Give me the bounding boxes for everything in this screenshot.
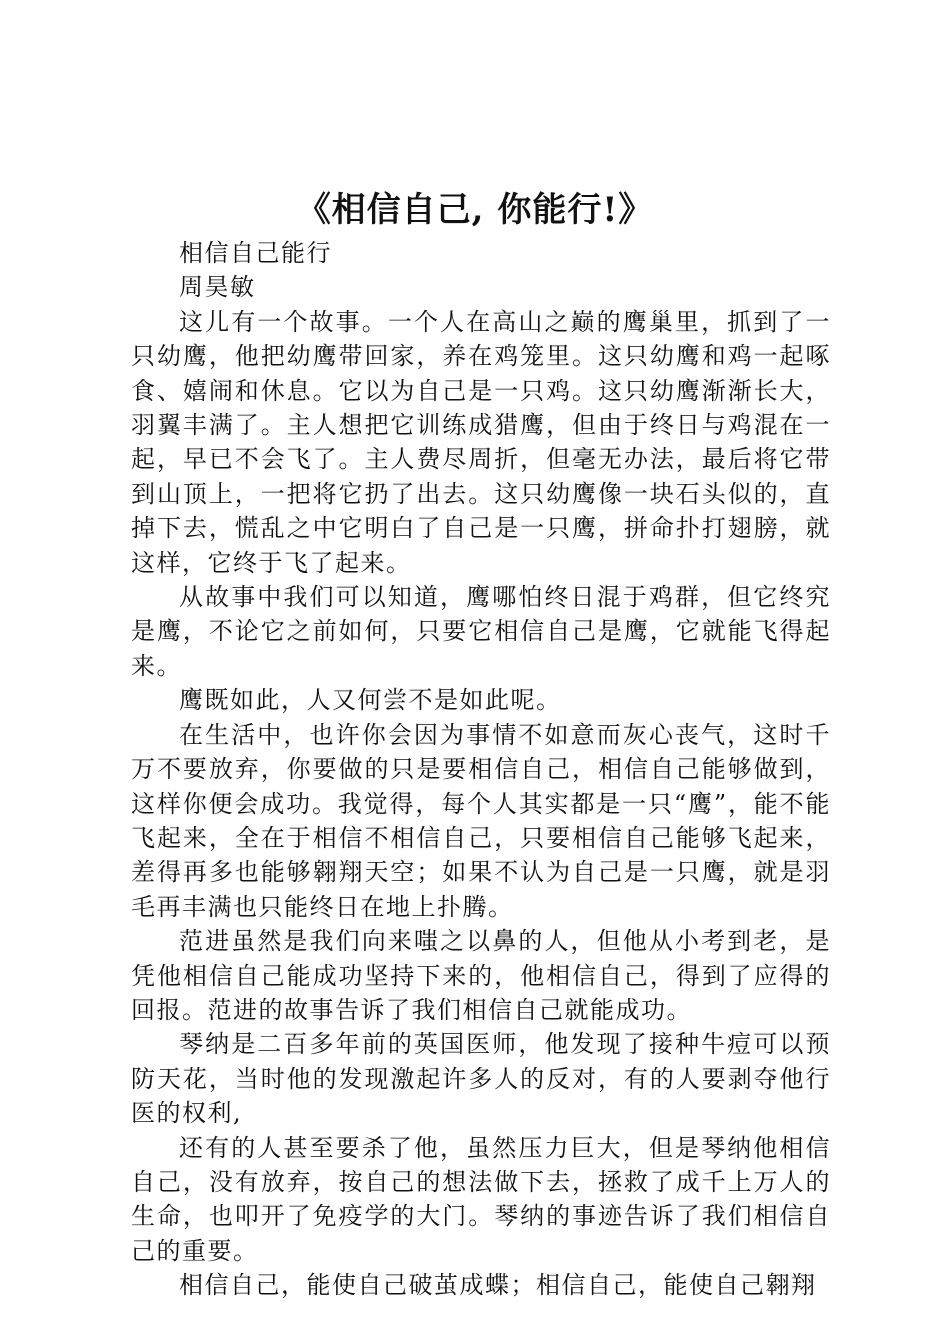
- paragraph: 从故事中我们可以知道，鹰哪怕终日混于鸡群，但它终究是鹰，不论它之前如何，只要它相信自己是鹰，它就能飞得起来。: [131, 583, 831, 680]
- essay-subtitle: 相信自己能行: [179, 239, 332, 267]
- paragraph: 相信自己，能使自己破茧成蝶；相信自己，能使自己翱翔: [179, 1271, 817, 1300]
- document-body: [131, 236, 831, 1303]
- author-name: 周昊敏: [179, 273, 256, 302]
- paragraph: 鹰既如此，人又何尝不是如此呢。: [179, 686, 562, 715]
- paragraph: 这儿有一个故事。一个人在高山之巅的鹰巢里，抓到了一只幼鹰，他把幼鹰带回家，养在鸡笼里。这只幼鹰和鸡一起啄食、嬉闹和休息。它以为自己是一只鸡。这只幼鹰渐渐长大，羽翼丰满了。主人想把它训练成猎鹰，但由于终日与鸡混在一起，早已不会飞了。主人费尽周折，但毫无办法，最后将它带到山顶上，一把将它扔了出去。这只幼鹰像一块石头似的，直掉下去，慌乱之中它明白了自己是一只鹰，拼命扑打翅膀，就这样，它终于飞了起来。: [131, 307, 831, 577]
- paragraph: 范进虽然是我们向来嗤之以鼻的人，但他从小考到老，是凭他相信自己能成功坚持下来的，他相信自己，得到了应得的回报。范进的故事告诉了我们相信自己就能成功。: [131, 927, 831, 1024]
- paragraph: 琴纳是二百多年前的英国医师，他发现了接种牛痘可以预防天花，当时他的发现激起许多人的反对，有的人要剥夺他行医的权利,: [131, 1030, 831, 1128]
- paragraph: 在生活中，也许你会因为事情不如意而灰心丧气，这时千万不要放弃，你要做的只是要相信自己，相信自己能够做到，这样你便会成功。我觉得，每个人其实都是一只“鹰”，能不能飞起来，全在于相信不相信自己，只要相信自己能够飞起来，差得再多也能够翱翔天空；如果不认为自己是一只鹰，就是羽毛再丰满也只能终日在地上扑腾。: [131, 720, 831, 921]
- paragraph: 还有的人甚至要杀了他，虽然压力巨大，但是琴纳他相信自己，没有放弃，按自己的想法做下去，拯救了成千上万人的生命，也叩开了免疫学的大门。琴纳的事迹告诉了我们相信自己的重要。: [131, 1133, 831, 1265]
- document-title: 《相信自己, 你能行!》: [296, 190, 654, 230]
